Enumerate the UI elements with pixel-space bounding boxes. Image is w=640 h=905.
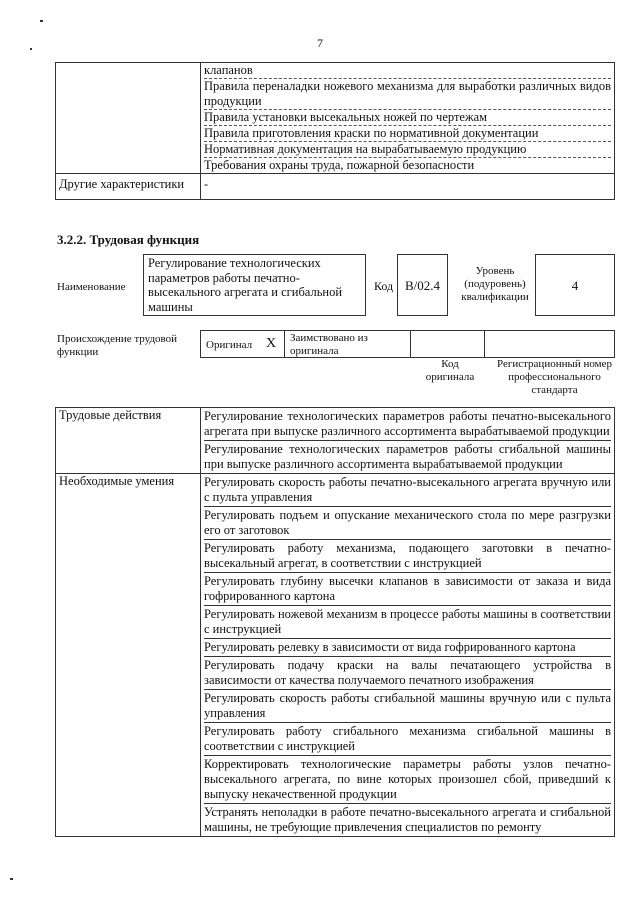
skill-item: Корректировать технологические параметры работы узлов печатно-высекального агрегата, по вине которых произошел сбой, приведший к выпуску некачественной продукции xyxy=(204,756,611,804)
knowledge-item: Нормативная документация на вырабатываемую продукцию xyxy=(204,142,611,158)
skills-label: Необходимые умения xyxy=(56,474,201,837)
page-number: 7 xyxy=(317,36,323,50)
skill-item: Регулировать скорость работы печатно-высекального агрегата вручную или с пульта управления xyxy=(204,474,611,507)
skill-item: Регулировать подъем и опускание механического стола по мере разгрузки его от заготовок xyxy=(204,507,611,540)
knowledge-item: Правила приготовления краски по нормативной документации xyxy=(204,126,611,142)
original-label: Оригинал xyxy=(206,339,253,351)
name-label: Наименование xyxy=(57,281,126,293)
skill-item: Регулировать глубину высечки клапанов в зависимости от заказа и вида гофрированного картона xyxy=(204,573,611,606)
knowledge-items-cell xyxy=(201,63,615,174)
skill-item: Регулировать работу сгибального механизма сгибальной машины в соответствии с инструкцией xyxy=(204,723,611,756)
knowledge-label-cell xyxy=(56,63,201,174)
skill-item: Регулировать ножевой механизм в процессе работы машины в соответствии с инструкцией xyxy=(204,606,611,639)
labor-function-table xyxy=(55,407,615,837)
skills-cell xyxy=(201,474,615,837)
skill-item: Регулировать подачу краски на валы печатающего устройства в зависимости от качества получаемого печатного изображения xyxy=(204,657,611,690)
skill-item: Регулировать скорость работы сгибальной машины вручную или с пульта управления xyxy=(204,690,611,723)
borrowed-label: Заимствовано из оригинала xyxy=(290,332,368,357)
labor-actions-cell xyxy=(201,408,615,474)
reg-number-label: Регистрационный номер профессионального стандарта xyxy=(496,358,613,396)
level-label: Уровень (подуровень) квалификации xyxy=(461,265,529,303)
code-label: Код xyxy=(374,279,394,293)
labor-action-item: Регулирование технологических параметров работы сгибальной машины при выпуске различного ассортимента вырабатываемой продукции xyxy=(204,442,611,471)
knowledge-table-continuation xyxy=(55,62,615,200)
scan-mark xyxy=(10,878,13,880)
other-characteristics-label: Другие характеристики xyxy=(56,174,201,200)
code-value-box xyxy=(397,254,448,316)
original-mark: X xyxy=(266,336,277,351)
origin-label: Происхождение трудовой функции xyxy=(57,333,178,358)
name-value: Регулирование технологических параметров работы печатно-высекального агрегата и сгибальной машины xyxy=(148,256,343,314)
labor-action-item: Регулирование технологических параметров работы печатно-высекального агрегата при выпуске различного ассортимента вырабатываемой продукции xyxy=(204,408,611,441)
skill-item: Регулировать релевку в зависимости от вида гофрированного картона xyxy=(204,639,611,657)
code-original-label: Код оригинала xyxy=(425,358,475,383)
knowledge-item: Требования охраны труда, пожарной безопасности xyxy=(204,158,475,172)
code-original-cell xyxy=(410,330,485,358)
section-title: 3.2.2. Трудовая функция xyxy=(57,232,200,247)
code-value: B/02.4 xyxy=(404,278,441,293)
level-value: 4 xyxy=(571,278,579,293)
knowledge-item: клапанов xyxy=(204,63,611,79)
labor-actions-label: Трудовые действия xyxy=(56,408,201,474)
level-value-box xyxy=(535,254,615,316)
knowledge-item: Правила переналадки ножевого механизма для выработки различных видов продукции xyxy=(204,79,611,108)
scan-mark xyxy=(30,48,32,50)
name-value-box xyxy=(143,254,366,316)
skill-item: Регулировать работу механизма, подающего заготовки в печатно-высекальный агрегат, в соответствии с инструкцией xyxy=(204,540,611,573)
scan-mark xyxy=(40,20,43,22)
skill-item: Устранять неполадки в работе печатно-высекального агрегата и сгибальной машины, не требующие привлечения специалистов по ремонту xyxy=(204,805,611,834)
knowledge-item: Правила установки высекальных ножей по чертежам xyxy=(204,110,611,126)
other-characteristics-value: - xyxy=(201,174,615,200)
